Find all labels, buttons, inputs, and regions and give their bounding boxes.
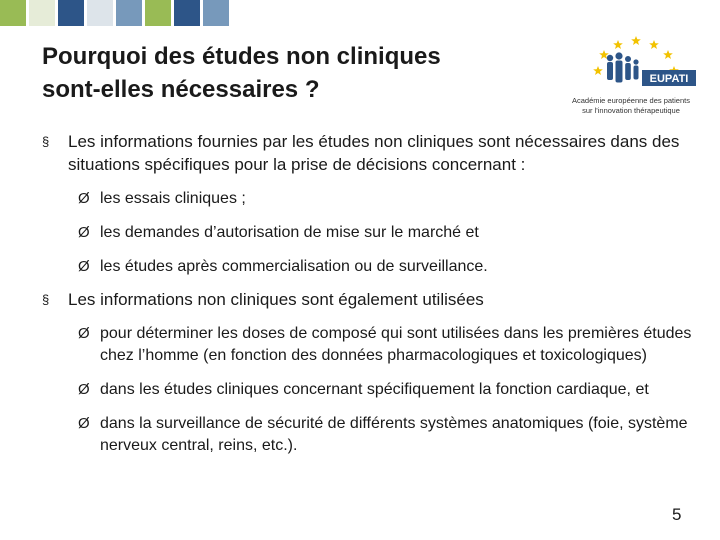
sub-bullet-text: dans la surveillance de sécurité de différents systèmes anatomiques (foie, système nerveux central, reins, etc.).	[100, 415, 688, 454]
header-square	[145, 0, 171, 26]
header-square	[29, 0, 55, 26]
header-square	[87, 0, 113, 26]
sub-bullet-item	[42, 323, 712, 367]
sub-bullet-item	[42, 188, 712, 210]
star	[593, 66, 603, 75]
sub-bullet-text: pour déterminer les doses de composé qui sont utilisées dans les premières études chez l’homme (en fonction des données pharmacologiques et toxicologiques)	[100, 325, 692, 364]
square-bullet-icon: §	[42, 292, 50, 307]
sub-bullet-text: les études après commercialisation ou de surveillance.	[100, 258, 488, 275]
page-title	[42, 40, 562, 106]
logo-subtitle-line-1: Académie européenne des patients	[571, 96, 690, 105]
sub-bullet-item	[42, 222, 712, 244]
arrow-bullet-icon: Ø	[78, 325, 90, 342]
logo-subtitle-line-2: sur l'innovation thérapeutique	[582, 106, 680, 115]
arrow-bullet-icon: Ø	[78, 224, 90, 241]
arrow-bullet-icon: Ø	[78, 415, 90, 432]
star	[631, 36, 641, 45]
bullet-text: Les informations non cliniques sont également utilisées	[68, 290, 484, 309]
sub-bullet-item	[42, 379, 712, 401]
sub-bullet-item	[42, 256, 712, 278]
title-line-1: Pourquoi des études non cliniques	[42, 43, 441, 70]
sub-bullet-text: dans les études cliniques concernant spécifiquement la fonction cardiaque, et	[100, 381, 649, 398]
header-square	[116, 0, 142, 26]
sub-bullet-item	[42, 413, 712, 457]
header-square	[203, 0, 229, 26]
arrow-bullet-icon: Ø	[78, 258, 90, 275]
bullet-item	[42, 288, 712, 311]
slide-content	[42, 130, 712, 457]
page-number: 5	[672, 505, 682, 524]
arrow-bullet-icon: Ø	[78, 190, 90, 207]
header-squares	[0, 0, 232, 26]
header-square	[0, 0, 26, 26]
logo-name: EUPATI	[649, 73, 689, 85]
logo-subtitle	[552, 96, 710, 116]
header-square	[58, 0, 84, 26]
sub-bullet-text: les essais cliniques ;	[100, 190, 246, 207]
star	[613, 40, 623, 49]
header-square	[174, 0, 200, 26]
arrow-bullet-icon: Ø	[78, 381, 90, 398]
square-bullet-icon: §	[42, 134, 50, 149]
bullet-text: Les informations fournies par les études non cliniques sont nécessaires dans des situations spécifiques pour la prise de décisions concernant :	[68, 132, 680, 174]
people-icon	[607, 52, 639, 82]
star	[649, 40, 659, 49]
sub-bullet-text: les demandes d’autorisation de mise sur le marché et	[100, 224, 479, 241]
bullet-item	[42, 130, 712, 176]
title-line-2: sont-elles nécessaires ?	[42, 76, 320, 103]
star	[663, 50, 673, 59]
